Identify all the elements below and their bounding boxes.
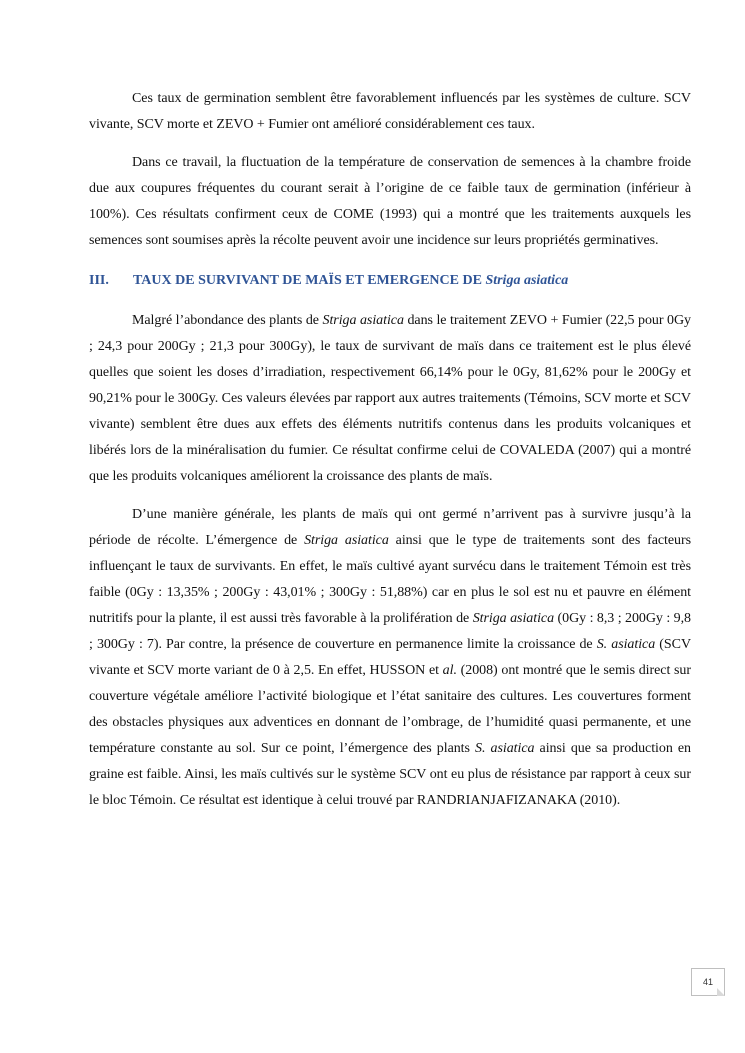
section-number: III. [89,273,109,288]
paragraph-temperature-fluctuation [89,150,691,254]
text-run: ainsi que sa production en graine est faible. Ainsi, les maïs cultivés sur le système SCV ont eu plus de résistance par rapport à ceux sur le bloc Témoin. Ce résultat est identique à celui trouvé par RANDRIANJAFIZANAKA (2010). [89,741,691,808]
species-name: Striga asiatica [472,611,555,626]
species-name: Striga asiatica [304,533,389,548]
species-name: S. asiatica [475,741,535,756]
paragraph-text: Ces taux de germination semblent être favorablement influencés par les systèmes de culture. SCV vivante, SCV morte et ZEVO + Fumier ont amélioré considérablement ces taux. [89,91,691,132]
page-number: 41 [702,977,713,987]
paragraph-survival-zevo [89,308,691,490]
section-title-text: TAUX DE SURVIVANT DE MAÏS ET EMERGENCE DE [133,273,486,288]
text-run: dans le traitement ZEVO + Fumier (22,5 pour 0Gy ; 24,3 pour 200Gy ; 21,3 pour 300Gy), le taux de survivant de maïs dans ce traitement est le plus élevé quelles que soient les doses d’irradiation, respectivement 66,14% pour le 0Gy, 81,62% pour le 200Gy et 90,21% pour le 300Gy. Ces valeurs élevées par rapport aux autres traitements (Témoins, SCV morte et SCV vivante) semblent être dues aux effets des éléments nutritifs contenus dans les produits volcaniques et libérés lors de la minéralisation du fumier. Ce résultat confirme celui de COVALEDA (2007) qui a montré que les produits volcaniques améliorent la croissance des plants de maïs. [89,313,691,484]
text-run: (2008) ont montré que le semis direct sur couverture végétale améliore l’activité biologique et l’état sanitaire des cultures. Les couvertures forment des obstacles physiques aux adventices en donnant de l’ombrage, de l’humidité quasi permanente, et une température constante au sol. Sur ce point, l’émergence des plants [89,663,691,756]
document-page [89,86,691,826]
citation-al: al. [442,663,457,678]
species-name: Striga asiatica [322,313,404,328]
paragraph-text: Dans ce travail, la fluctuation de la température de conservation de semences à la chambre froide due aux coupures fréquentes du courant serait à l’origine de ce faible taux de germination (inférieur à 100%). Ces résultats confirment ceux de COME (1993) qui a montré que les traitements auxquels les semences sont soumises après la récolte peuvent avoir une incidence sur leurs propriétés germinatives. [89,155,691,248]
text-run: ainsi que le type de traitements sont des facteurs influençant le taux de survivants. En effet, le maïs cultivé ayant survécu dans le traitement Témoin est très faible (0Gy : 13,35% ; 200Gy : 43,01% ; 300Gy : 51,88%) car en plus le sol est nu et pauvre en élément nutritifs pour la plante, il est aussi très favorable à la prolifération de [89,533,691,626]
section-title-italic: Striga asiatica [485,273,569,288]
paragraph-germination-rates [89,86,691,138]
page-curl-icon [717,988,725,996]
page-number-box [691,968,725,996]
text-run: (0Gy : 8,3 ; 200Gy : 9,8 ; 300Gy : 7). Par contre, la présence de couverture en permanence limite la croissance de [89,611,691,652]
text-run: (SCV vivante et SCV morte variant de 0 à 2,5. En effet, HUSSON et [89,637,692,678]
section-title [133,271,568,291]
species-name: S. asiatica [596,637,656,652]
text-run: Malgré l’abondance des plants de [132,313,323,328]
section-heading [89,271,691,291]
text-run: D’une manière générale, les plants de maïs qui ont germé n’arrivent pas à survivre jusqu’à la période de récolte. L’émergence de [89,507,691,548]
paragraph-general-survival [89,502,691,814]
